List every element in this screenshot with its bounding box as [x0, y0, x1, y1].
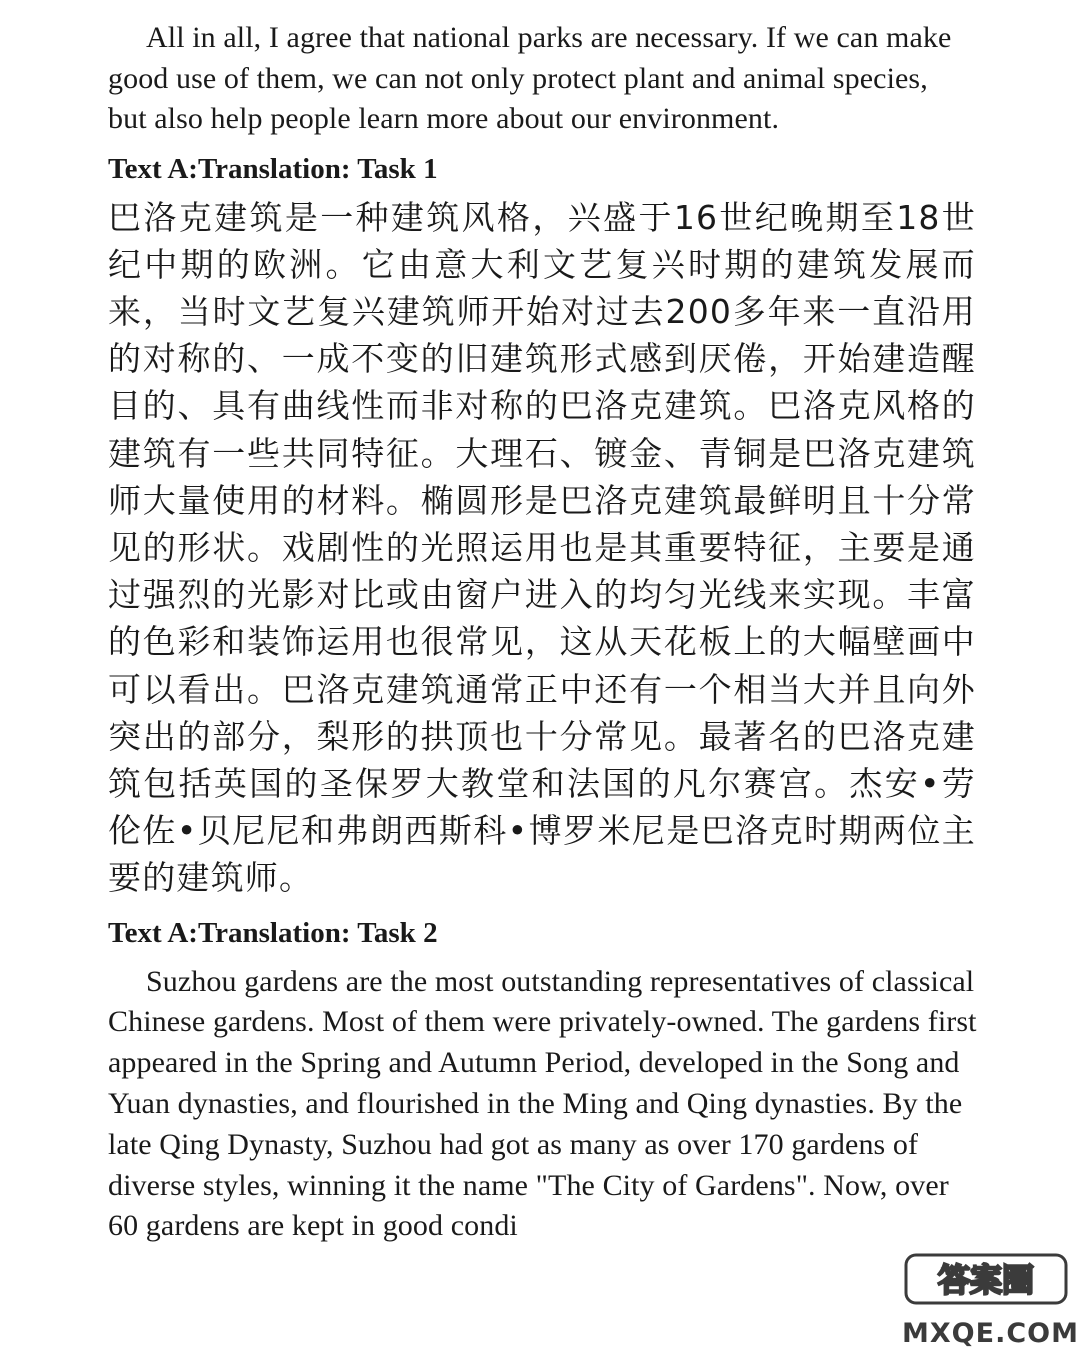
task1-translation-text: 巴洛克建筑是一种建筑风格，兴盛于16世纪晚期至18世纪中期的欧洲。它由意大利文艺复兴时期的建筑发展而来，当时文艺复兴建筑师开始对过去200多年来一直沿用的对称的、一成不变的旧建筑形式感到厌倦，开始建造醒目的、具有曲线性而非对称的巴洛克建筑。巴洛克风格的建筑有一些共同特征。大理石、镀金、青铜是巴洛克建筑师大量使用的材料。椭圆形是巴洛克建筑最鲜明且十分常见的形状。戏剧性的光照运用也是其重要特征，主要是通过强烈的光影对比或由窗户进入的均匀光线来实现。丰富的色彩和装饰运用也很常见，这从天花板上的大幅壁画中可以看出。巴洛克建筑通常正中还有一个相当大并且向外突出的部分，梨形的拱顶也十分常见。最著名的巴洛克建筑包括英国的圣保罗大教堂和法国的凡尔赛宫。杰安•劳伦佐•贝尼尼和弗朗西斯科•博罗米尼是巴洛克时期两位主要的建筑师。: [108, 197, 976, 898]
task1-heading: Text A:Translation: Task 1: [108, 152, 438, 185]
watermark-logo-icon: [902, 1249, 1070, 1307]
watermark-site-text: MXQE.COM: [902, 1318, 1079, 1349]
task2-heading: Text A:Translation: Task 2: [108, 916, 438, 949]
task2-translation-text: Suzhou gardens are the most outstanding representatives of classical Chinese gardens. Most of them were privately-owned. The gardens first appeared in the Spring and Autumn Period, developed in the Song and Yuan dynasties, and flourished in the Ming and Qing dynasties. By the late Qing Dynasty, Suzhou had got as many as over 170 gardens of diverse styles, winning it the name "The City of Gardens". Now, over 60 gardens are kept in good condi: [108, 964, 977, 1243]
document-page: [108, 18, 988, 1247]
site-watermark: [902, 1249, 1079, 1349]
closing-paragraph: All in all, I agree that national parks are necessary. If we can make good use of them, we can not only protect plant and animal species, but also help people learn more about our environment.: [108, 21, 952, 135]
watermark-logo-text: 答案圈: [937, 1261, 1035, 1299]
